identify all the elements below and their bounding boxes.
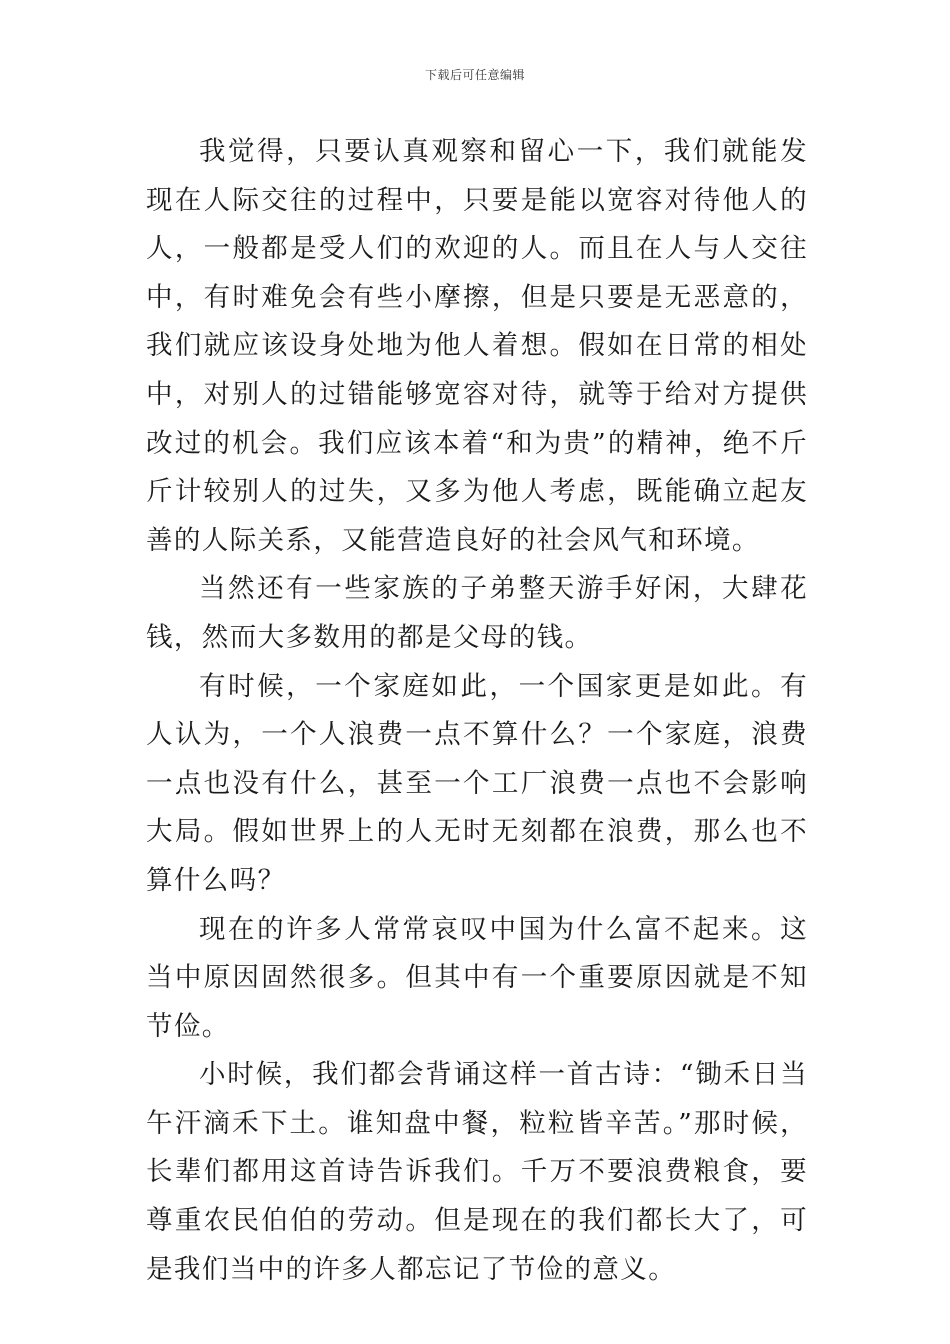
paragraph-4: 现在的许多人常常哀叹中国为什么富不起来。这当中原因固然很多。但其中有一个重要原因就是不知节俭。: [146, 913, 808, 1042]
document-body: [146, 128, 808, 1294]
paragraph-3: 有时候，一个家庭如此，一个国家更是如此。有人认为，一个人浪费一点不算什么？一个家庭，浪费一点也没有什么，甚至一个工厂浪费一点也不会影响大局。假如世界上的人无时无刻都在浪费，那么也不算什么吗？: [146, 670, 808, 896]
paragraph-5: 小时候，我们都会背诵这样一首古诗：“锄禾日当午汗滴禾下土。谁知盘中餐，粒粒皆辛苦。”那时候，长辈们都用这首诗告诉我们。千万不要浪费粮食，要尊重农民伯伯的劳动。但是现在的我们都长大了，可是我们当中的许多人都忘记了节俭的意义。: [146, 1059, 808, 1285]
paragraph-2: 当然还有一些家族的子弟整天游手好闲，大肆花钱，然而大多数用的都是父母的钱。: [146, 573, 808, 653]
header-note: 下载后可任意编辑: [424, 68, 525, 82]
paragraph-1: 我觉得，只要认真观察和留心一下，我们就能发现在人际交往的过程中，只要是能以宽容对待他人的人，一般都是受人们的欢迎的人。而且在人与人交往中，有时难免会有些小摩擦，但是只要是无恶意的，我们就应该设身处地为他人着想。假如在日常的相处中，对别人的过错能够宽容对待，就等于给对方提供改过的机会。我们应该本着“和为贵”的精神，绝不斤斤计较别人的过失，又多为他人考虑，既能确立起友善的人际关系，又能营造良好的社会风气和环境。: [146, 136, 808, 556]
